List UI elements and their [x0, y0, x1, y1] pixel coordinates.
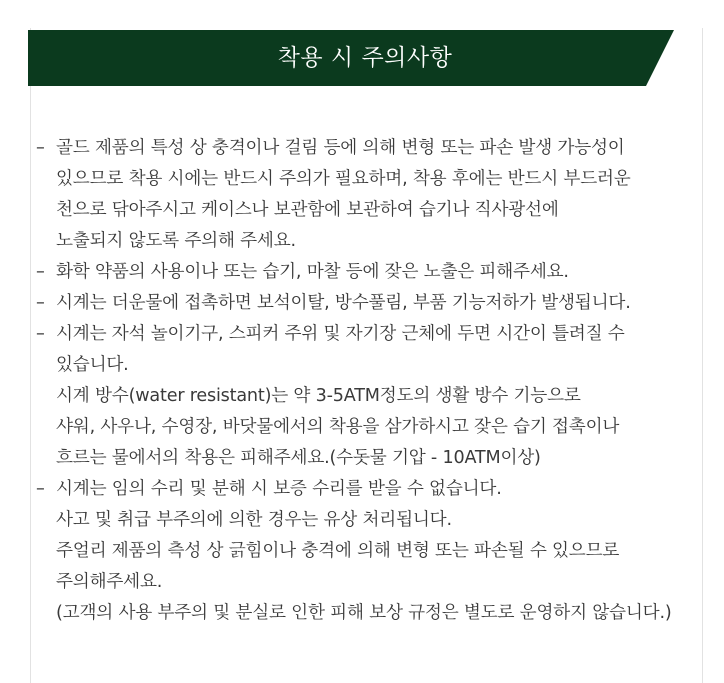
note-continuation: [36, 350, 704, 381]
page-title: 착용 시 주의사항: [277, 45, 453, 71]
note-item: [36, 133, 704, 164]
note-text: 골드 제품의 특성 상 충격이나 걸림 등에 의해 변형 또는 파손 발생 가능성이: [56, 138, 625, 158]
note-text: 샤워, 사우나, 수영장, 바닷물에서의 착용을 삼가하시고 잦은 습기 접촉이나: [56, 417, 620, 437]
note-text: 시계는 자석 놀이기구, 스피커 주위 및 자기장 근체에 두면 시간이 틀려질 수: [56, 324, 625, 344]
note-continuation: [36, 412, 704, 443]
note-text: 흐르는 물에서의 착용은 피해주세요.(수돗물 기압 - 10ATM이상): [56, 448, 541, 468]
note-text: 있으므로 착용 시에는 반드시 주의가 필요하며, 착용 후에는 반드시 부드러운: [56, 169, 631, 189]
note-continuation: [36, 567, 704, 598]
note-text: 시계는 임의 수리 및 분해 시 보증 수리를 받을 수 없습니다.: [56, 479, 502, 499]
note-item: [36, 474, 704, 505]
note-continuation: [36, 226, 704, 257]
bullet-dash: –: [36, 324, 45, 344]
bullet-dash: –: [36, 138, 45, 158]
note-item: [36, 288, 704, 319]
note-text: 시계 방수(water resistant)는 약 3-5ATM정도의 생활 방수 기능으로: [56, 386, 581, 406]
note-text: 사고 및 취급 부주의에 의한 경우는 유상 처리됩니다.: [56, 510, 452, 530]
note-continuation: [36, 164, 704, 195]
note-item: [36, 257, 704, 288]
bullet-dash: –: [36, 262, 45, 282]
note-continuation: [36, 195, 704, 226]
note-continuation: [36, 536, 704, 567]
note-text: (고객의 사용 부주의 및 분실로 인한 피해 보상 규정은 별도로 운영하지 않습니다.): [56, 603, 672, 623]
note-continuation: [36, 598, 704, 629]
note-text: 노출되지 않도록 주의해 주세요.: [56, 231, 296, 251]
note-text: 천으로 닦아주시고 케이스나 보관함에 보관하여 습기나 직사광선에: [56, 200, 559, 220]
note-continuation: [36, 505, 704, 536]
note-item: [36, 319, 704, 350]
note-text: 주의해주세요.: [56, 572, 163, 592]
note-text: 있습니다.: [56, 355, 129, 375]
note-continuation: [36, 381, 704, 412]
bullet-dash: –: [36, 293, 45, 313]
bullet-dash: –: [36, 479, 45, 499]
note-continuation: [36, 443, 704, 474]
note-text: 주얼리 제품의 측성 상 긁힘이나 충격에 의해 변형 또는 파손될 수 있으므로: [56, 541, 620, 561]
note-text: 시계는 더운물에 접촉하면 보석이탈, 방수풀림, 부품 기능저하가 발생됩니다.: [56, 293, 631, 313]
note-text: 화학 약품의 사용이나 또는 습기, 마찰 등에 잦은 노출은 피해주세요.: [56, 262, 569, 282]
notes-list: [36, 133, 704, 629]
